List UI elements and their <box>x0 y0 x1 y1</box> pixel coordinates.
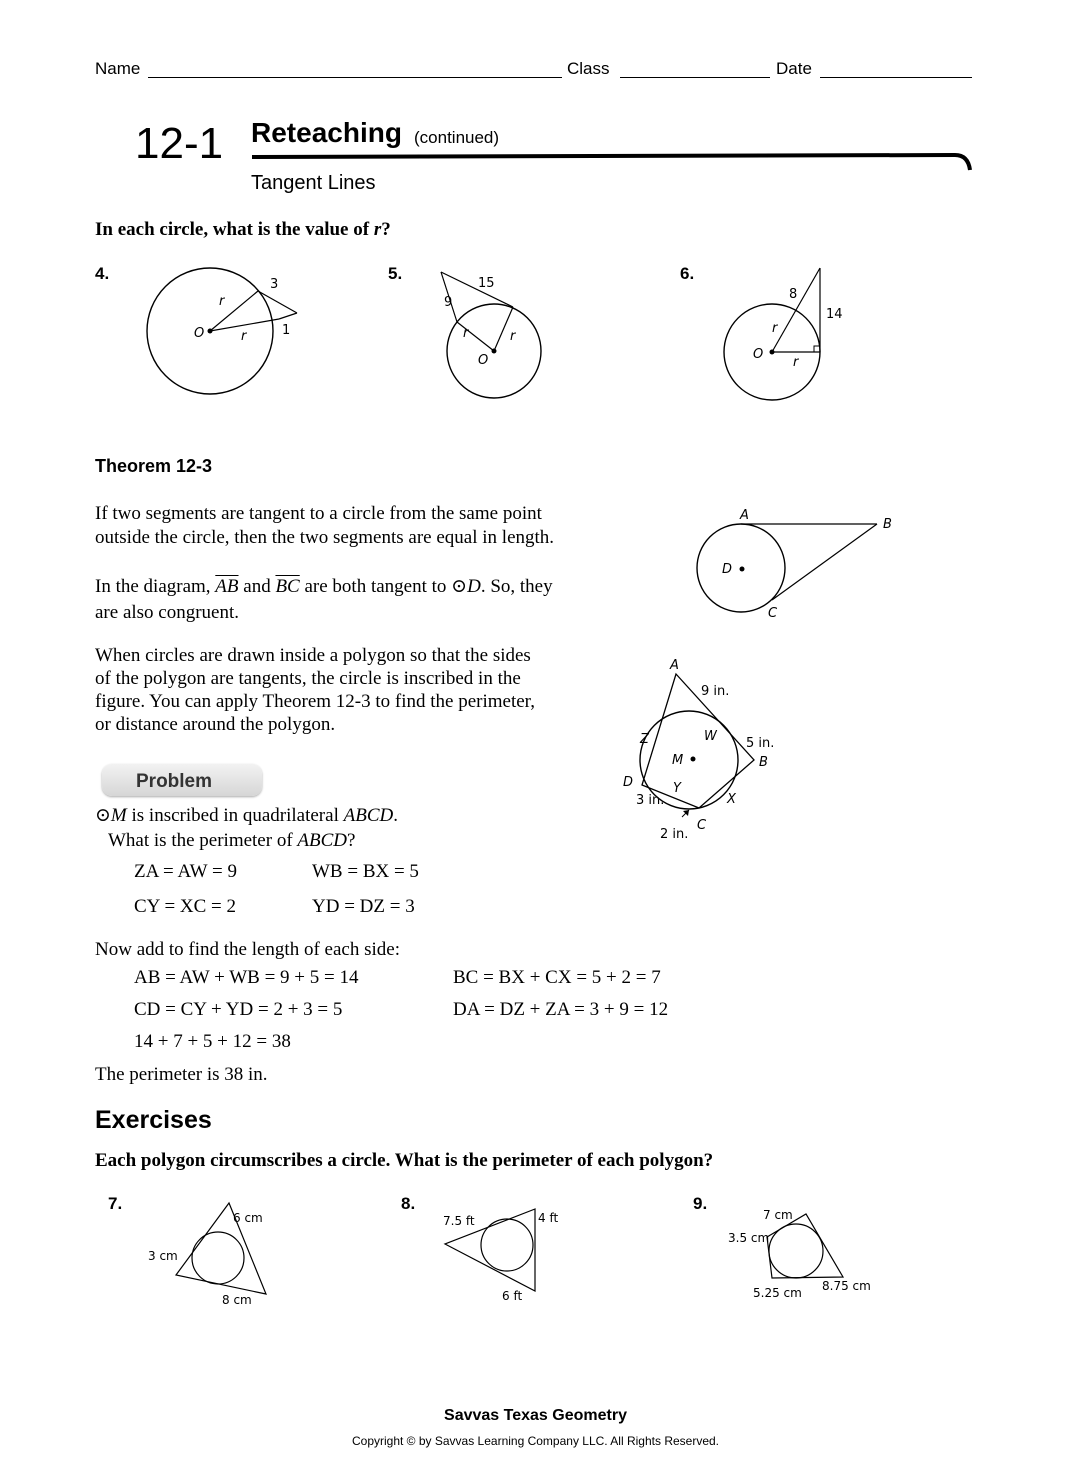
svg-text:Z: Z <box>640 732 649 747</box>
svg-text:5 in.: 5 in. <box>746 736 775 751</box>
svg-text:7 cm: 7 cm <box>763 1208 793 1222</box>
svg-text:3 cm: 3 cm <box>148 1249 178 1263</box>
lesson-continued: (continued) <box>414 128 500 147</box>
svg-text:O: O <box>194 326 205 341</box>
svg-text:5.25 cm: 5.25 cm <box>753 1286 802 1300</box>
equation-wb-bx: WB = BX = 5 <box>312 861 419 882</box>
svg-text:Y: Y <box>673 781 681 796</box>
svg-text:W: W <box>704 729 717 744</box>
section1-prompt: In each circle, what is the value of r? <box>95 219 391 240</box>
svg-text:2 in.: 2 in. <box>660 827 689 842</box>
svg-text:C: C <box>768 606 778 621</box>
exercise-4-number: 4. <box>95 264 110 283</box>
add-sides-text: Now add to find the length of each side: <box>95 939 400 960</box>
svg-text:6 ft: 6 ft <box>502 1289 523 1303</box>
svg-text:1: 1 <box>282 323 291 338</box>
svg-text:M: M <box>672 753 684 768</box>
side-ab: AB = AW + WB = 9 + 5 = 14 <box>134 967 359 988</box>
exercise-7-number: 7. <box>108 1194 123 1213</box>
svg-text:14: 14 <box>826 307 843 322</box>
svg-text:D: D <box>722 562 733 577</box>
svg-text:O: O <box>753 347 764 362</box>
svg-text:A: A <box>670 658 679 673</box>
svg-text:C: C <box>697 818 707 833</box>
side-cd: CD = CY + YD = 2 + 3 = 5 <box>134 999 343 1020</box>
theorem-statement: If two segments are tangent to a circle from the same point outside the circle, then the two segments are equal in length. <box>95 503 555 548</box>
svg-text:9: 9 <box>444 295 453 310</box>
svg-text:D: D <box>623 775 634 790</box>
svg-text:3: 3 <box>270 277 279 292</box>
svg-text:8: 8 <box>789 287 798 302</box>
svg-text:8.75 cm: 8.75 cm <box>822 1279 871 1293</box>
inscribed-paragraph: When circles are drawn inside a polygon so that the sides of the polygon are tangents, the circle is inscribed in the figure. You can apply Theorem 12-3 to find the perimeter, or distance around the polygon. <box>95 645 535 735</box>
svg-text:B: B <box>883 517 892 532</box>
svg-text:X: X <box>727 792 736 807</box>
equation-yd-dz: YD = DZ = 3 <box>312 896 415 917</box>
svg-text:r: r <box>219 294 225 309</box>
svg-text:6 cm: 6 cm <box>233 1211 263 1225</box>
lesson-number: 12-1 <box>135 119 224 168</box>
side-bc: BC = BX + CX = 5 + 2 = 7 <box>453 967 661 988</box>
svg-text:3 in.: 3 in. <box>636 793 665 808</box>
equation-cy-xc: CY = XC = 2 <box>134 896 237 917</box>
lesson-subtitle: Tangent Lines <box>251 172 376 194</box>
svg-text:9 in.: 9 in. <box>701 684 730 699</box>
exercise-5-number: 5. <box>388 264 403 283</box>
theorem-diagram-text: In the diagram, $\overline{AB}$ and $\overline{BC}$ are both tangent to ⊙D. So, they are also congruent. <box>95 576 553 623</box>
svg-text:r: r <box>772 321 778 336</box>
side-da: DA = DZ + ZA = 3 + 9 = 12 <box>453 999 669 1020</box>
svg-text:r: r <box>463 326 469 341</box>
svg-text:3.5 cm: 3.5 cm <box>728 1231 770 1245</box>
footer-copyright: Copyright © by Savvas Learning Company LLC. All Rights Reserved. <box>351 1434 720 1448</box>
svg-text:r: r <box>510 329 516 344</box>
problem-tab: Problem <box>102 764 262 796</box>
exercise-9-number: 9. <box>693 1194 708 1213</box>
svg-text:r: r <box>793 355 799 370</box>
name-label: Name <box>95 59 141 78</box>
svg-text:7.5 ft: 7.5 ft <box>443 1214 475 1228</box>
svg-text:15: 15 <box>478 276 495 291</box>
class-label: Class <box>567 59 610 78</box>
theorem-title: Theorem 12-3 <box>95 456 213 476</box>
date-label: Date <box>776 59 812 78</box>
exercise-8-number: 8. <box>401 1194 416 1213</box>
exercises-prompt: Each polygon circumscribes a circle. What is the perimeter of each polygon? <box>95 1150 714 1171</box>
svg-text:8 cm: 8 cm <box>222 1293 252 1307</box>
perimeter-answer: The perimeter is 38 in. <box>95 1064 268 1085</box>
perimeter-sum: 14 + 7 + 5 + 12 = 38 <box>134 1031 291 1052</box>
svg-text:O: O <box>478 353 489 368</box>
problem-question: ⊙M is inscribed in quadrilateral ABCD. What is the perimeter of ABCD? <box>95 805 398 851</box>
exercise-6-number: 6. <box>680 264 695 283</box>
svg-text:4 ft: 4 ft <box>538 1211 559 1225</box>
svg-text:B: B <box>759 755 768 770</box>
lesson-title: Reteaching <box>251 117 402 148</box>
footer-book: Savvas Texas Geometry <box>444 1407 627 1424</box>
exercises-title: Exercises <box>95 1106 212 1134</box>
svg-text:r: r <box>241 329 247 344</box>
svg-text:A: A <box>740 508 749 523</box>
equation-za-aw: ZA = AW = 9 <box>134 861 237 882</box>
